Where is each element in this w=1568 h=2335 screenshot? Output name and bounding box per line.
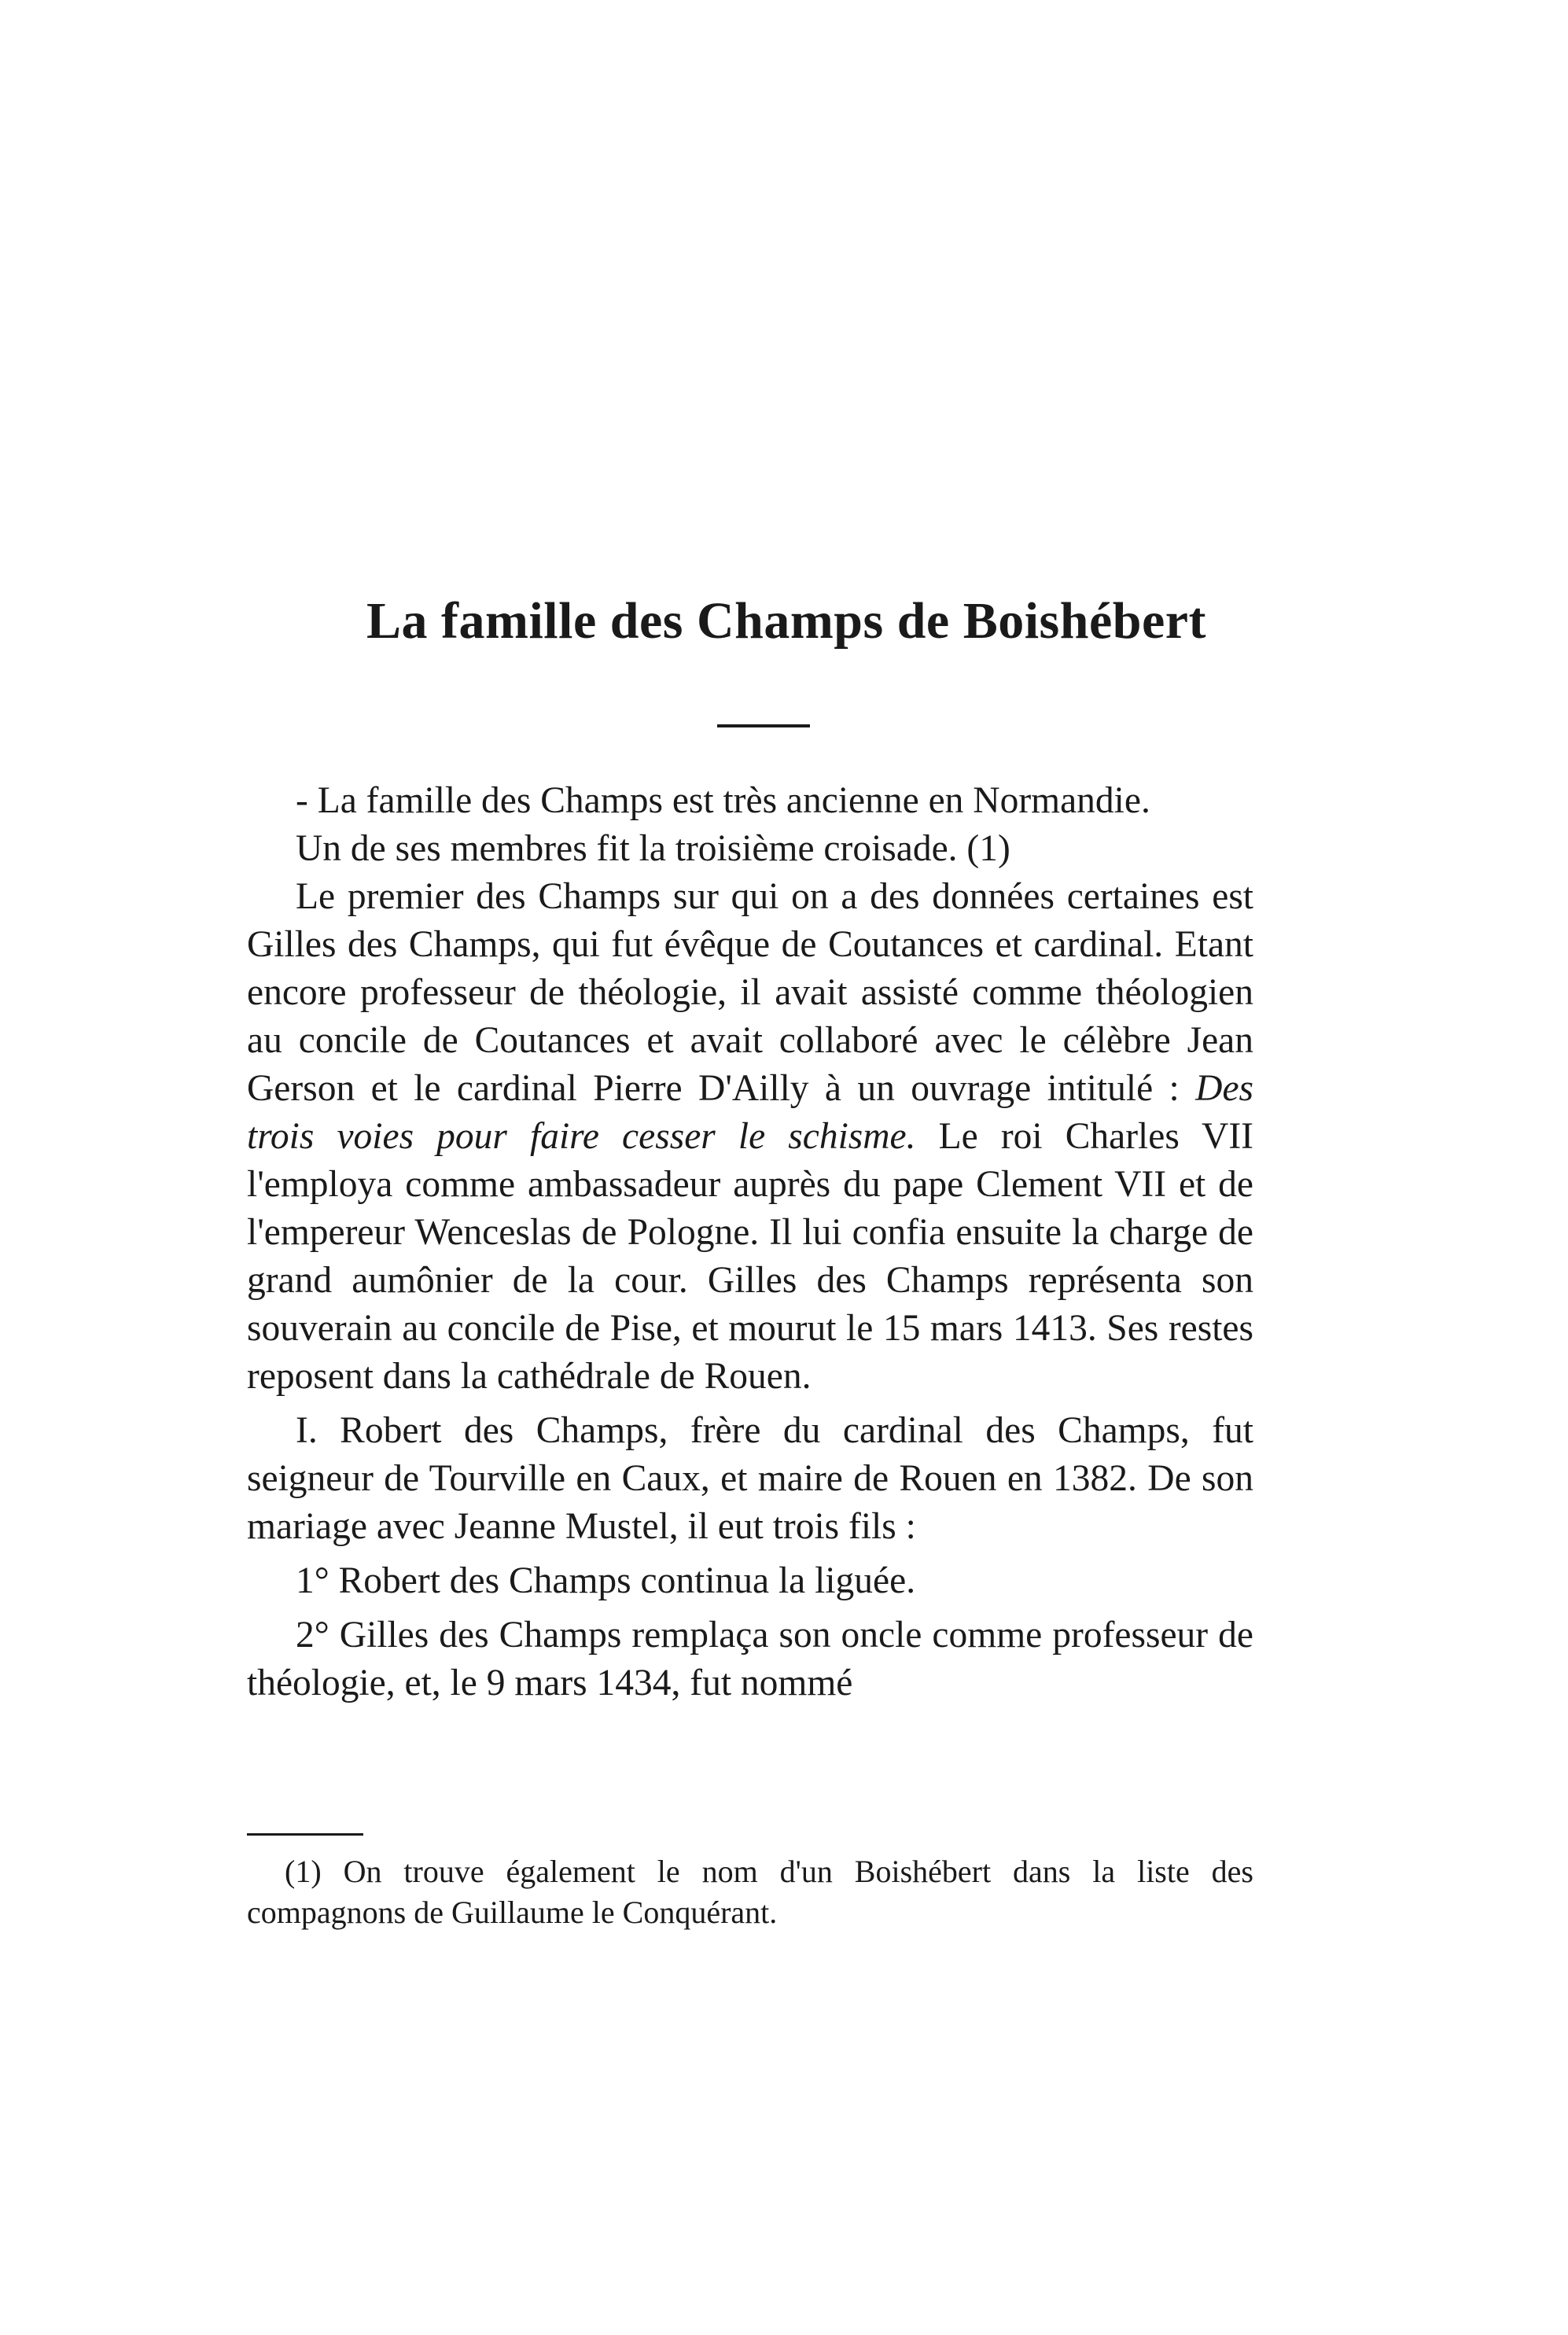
paragraph-crusade: Un de ses membres fit la troisième croisade. (1): [296, 828, 1010, 869]
paragraph-robert: I. Robert des Champs, frère du cardinal des Champs, fut seigneur de Tourville en Caux, et maire de Rouen en 1382. De son mariage avec Jeanne Mustel, il eut trois fils :: [247, 1410, 1253, 1547]
paragraph-son-1: 1° Robert des Champs continua la liguée.: [296, 1560, 916, 1601]
paragraph-son-2: 2° Gilles des Champs remplaça son oncle comme professeur de théologie, et, le 9 mars 1434, fut nommé: [247, 1615, 1253, 1703]
page-title: La famille des Champs de Boishébert: [366, 592, 1207, 650]
paragraph-cardinal: [247, 873, 1253, 1401]
footnote-divider: [247, 1833, 363, 1836]
title-divider: [717, 724, 810, 727]
paragraph-origin: - La famille des Champs est très ancienne en Normandie.: [296, 780, 1150, 821]
footnote: (1) On trouve également le nom d'un Boishébert dans la liste des compagnons de Guillaume le Conquérant.: [247, 1854, 1253, 1930]
paragraph-cardinal-continued: Le roi Charles VII l'employa comme ambassadeur auprès du pape Clement VII et de l'empereur Wenceslas de Pologne. Il lui confia ensuite la charge de grand aumônier de la cour. Gilles des Champs représenta son souverain au concile de Pise, et mourut le 15 mars 1413. Ses restes reposent dans la cathédrale de Rouen.: [247, 1116, 1253, 1397]
work-title: Des trois voies pour faire cesser le schisme.: [247, 1068, 1254, 1157]
paragraph-cardinal-text: Le premier des Champs sur qui on a des données certaines est Gilles des Champs, qui fut évêque de Coutances et cardinal. Etant encore professeur de théologie, il avait assisté comme théologien au concile de Coutances et avait collaboré avec le célèbre Jean Gerson et le cardinal Pierre D'Ailly à un ouvrage intitulé :: [247, 876, 1253, 1109]
body-text: [247, 777, 1253, 1707]
